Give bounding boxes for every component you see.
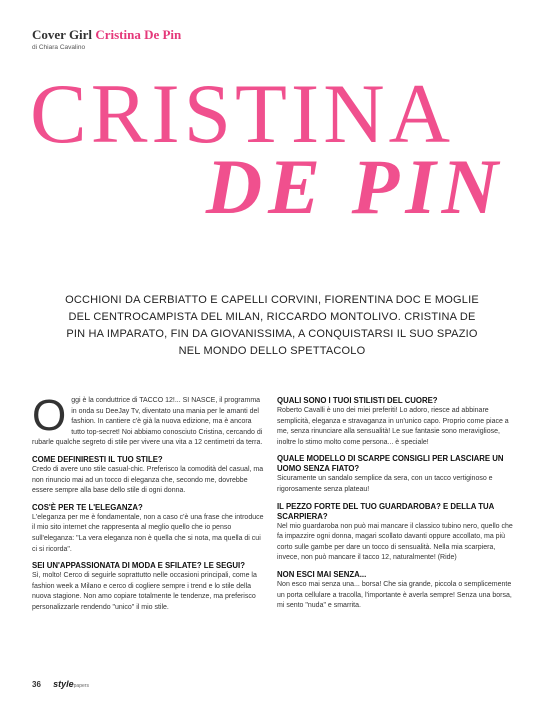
question: NON ESCI MAI SENZA...: [277, 569, 367, 579]
question: IL PEZZO FORTE DEL TUO GUARDAROBA? E DELLA TUA SCARPIERA?: [277, 501, 495, 521]
section-header: [32, 27, 181, 43]
page-number: 36: [32, 680, 41, 689]
magazine-logo: [53, 679, 89, 689]
answer: Nel mio guardaroba non può mai mancare il classico tubino nero, quello che fa impazzire ogni donna, magari scollato davanti oppure accollato, ma più corto sulle gambe per dare un tocco di sensualità. Nella mia scarpiera, invece, non può mancare il tacco 12, naturalmente! (Ride): [277, 522, 513, 562]
answer: Sì, molto! Cerco di seguirle soprattutto nelle occasioni principali, come la fashion week a Milano e cerco di cogliere sempre i trend e lo stile della nuova stagione. Non amo copiare totalmente le tendenze, ma preferisco personalizzarle rendendo "unico" il mio stile.: [32, 572, 257, 611]
drop-cap: O: [32, 391, 67, 440]
answer: Sicuramente un sandalo semplice da sera, con un tacco vertiginoso e rigorosamente senza plateau!: [277, 475, 493, 493]
intro-paragraph: OCCHIONI DA CERBIATTO E CAPELLI CORVINI, FIORENTINA DOC E MOGLIE DEL CENTROCAMPISTA DEL MILAN, RICCARDO MONTOLIVO. CRISTINA DE PIN HA IMPARATO, FIN DA GIOVANISSIMA, A CONQUISTARSI IL SUO SPAZIO NEL MONDO DELLO SPETTACOLO: [65, 294, 479, 357]
logo-sub: papers: [73, 683, 89, 689]
answer: Credo di avere uno stile casual-chic. Preferisco la comodità del casual, ma non rinuncio mai ad un tocco di eleganza che, secondo me, dovrebbe essere sempre alla base dello stile di ogni donna.: [32, 465, 264, 495]
question: COS'È PER TE L'ELEGANZA?: [32, 502, 143, 512]
title-first-name: CRISTINA: [30, 67, 454, 161]
logo-text: style: [53, 679, 74, 689]
answer: Non esco mai senza una... borsa! Che sia grande, piccola o semplicemente un porta cellulare a tracolla, l'importante è averla sempre! Senza una borsa, mi sento "nuda" e smarrita.: [277, 580, 512, 610]
answer: L'eleganza per me è fondamentale, non a caso c'è una frase che introduce il mio sito internet che rappresenta al meglio quello che io penso sull'eleganza: "La vera eleganza non è quella che si nota, ma quella di cui ci si ricorda".: [32, 513, 264, 553]
header-name: Cristina De Pin: [95, 27, 182, 42]
section-label: Cover Girl: [32, 27, 93, 42]
left-column: [32, 391, 264, 614]
answer: Roberto Cavalli è uno dei miei preferiti! Lo adoro, riesce ad abbinare semplicità, eleganza e stravaganza in un'unico capo. Proprio come piace a me, senza rinunciare alla sensualità! Le sue fantasie sono meravigliose, inoltre lo stimo molto come persona... è speciale!: [277, 407, 509, 446]
opening-paragraph: [32, 391, 264, 449]
question: QUALE MODELLO DI SCARPE CONSIGLI PER LASCIARE UN UOMO SENZA FIATO?: [277, 454, 504, 474]
opening-text: ggi è la conduttrice di TACCO 12!... SI NASCE, il programma in onda su DeeJay Tv, diventato una mania per le amanti del fashion. In cantiere c'è già la nuova edizione, ma è ancora tutto top-secret! Noi abbiamo conosciuto Cristina, cercando di rubarle qualche segreto di stile per vivere una vita a 12 centimetri da terra.: [32, 397, 263, 447]
question: QUALI SONO I TUOI STILISTI DEL CUORE?: [277, 396, 438, 405]
question: SEI UN'APPASSIONATA DI MODA E SFILATE? LE SEGUI?: [32, 561, 245, 571]
title-last-name: DE PIN: [205, 143, 504, 230]
page-footer: [32, 679, 89, 689]
right-column: [277, 396, 515, 612]
question: COME DEFINIRESTI IL TUO STILE?: [32, 454, 163, 464]
byline: di Chiara Cavalino: [32, 44, 86, 51]
